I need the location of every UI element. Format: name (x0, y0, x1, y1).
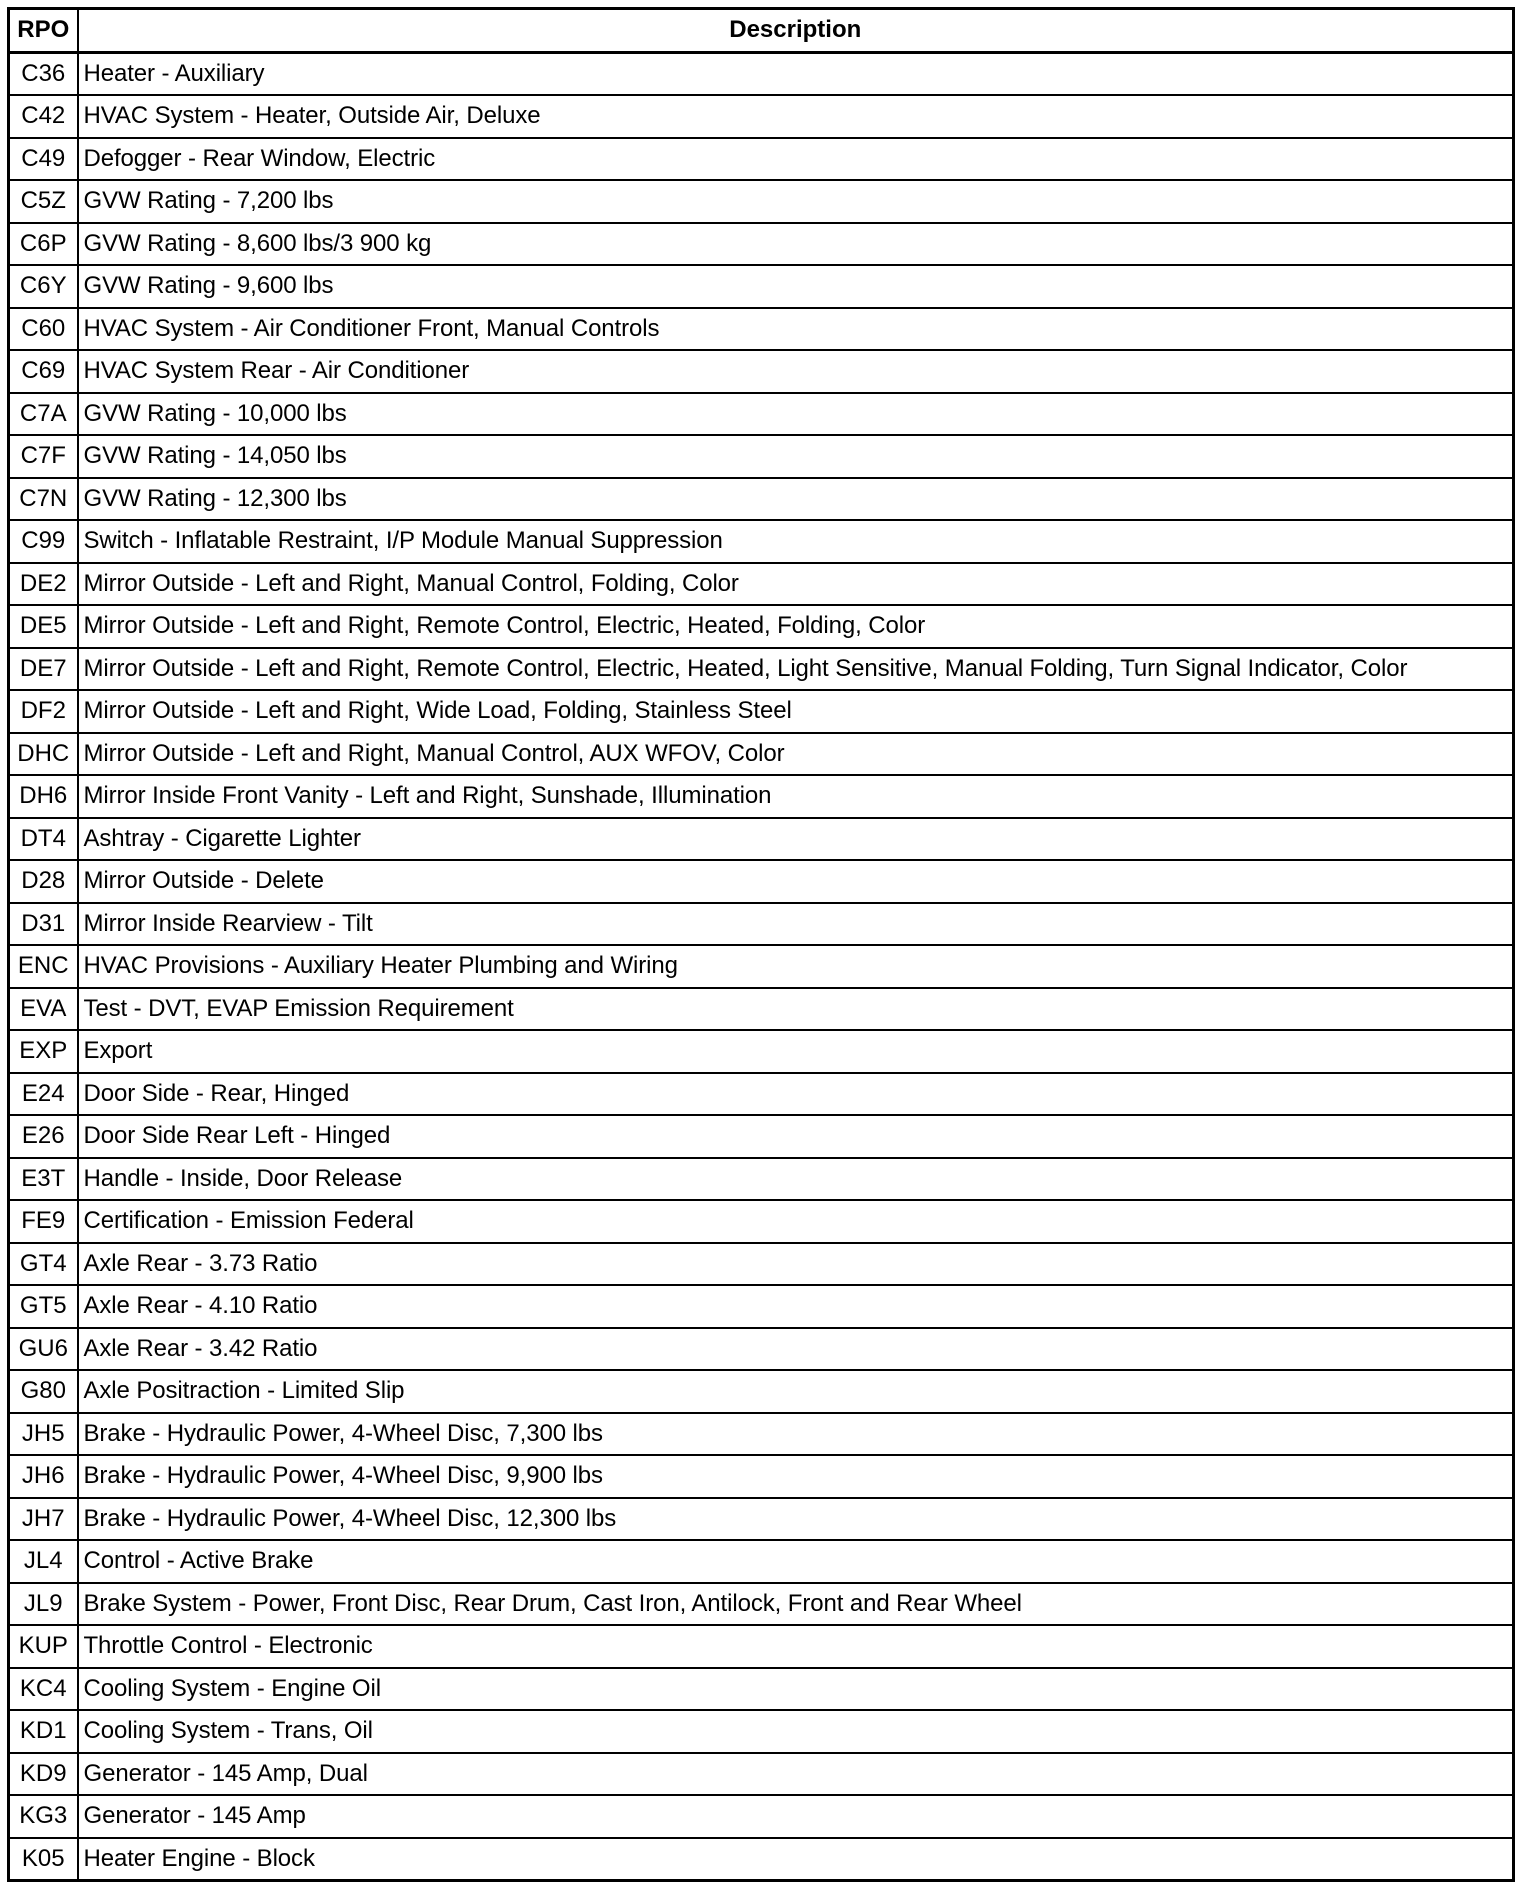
rpo-code-cell: JH6 (9, 1455, 78, 1498)
description-cell: GVW Rating - 8,600 lbs/3 900 kg (78, 223, 1514, 266)
table-row (9, 988, 1514, 1031)
description-cell: Axle Positraction - Limited Slip (78, 1370, 1514, 1413)
rpo-code-cell: ENC (9, 945, 78, 988)
table-row (9, 733, 1514, 776)
table-row (9, 605, 1514, 648)
rpo-code-cell: C99 (9, 520, 78, 563)
table-row (9, 180, 1514, 223)
rpo-code-cell: DT4 (9, 818, 78, 861)
table-row (9, 648, 1514, 691)
description-cell: Cooling System - Engine Oil (78, 1668, 1514, 1711)
description-cell: Brake System - Power, Front Disc, Rear Drum, Cast Iron, Antilock, Front and Rear Wheel (78, 1583, 1514, 1626)
rpo-code-cell: G80 (9, 1370, 78, 1413)
rpo-code-cell: C49 (9, 138, 78, 181)
table-row (9, 1328, 1514, 1371)
description-cell: Handle - Inside, Door Release (78, 1158, 1514, 1201)
description-cell: Mirror Outside - Left and Right, Manual Control, AUX WFOV, Color (78, 733, 1514, 776)
description-cell: Axle Rear - 3.73 Ratio (78, 1243, 1514, 1286)
table-row (9, 1200, 1514, 1243)
table-row (9, 1073, 1514, 1116)
rpo-code-cell: C7A (9, 393, 78, 436)
table-row (9, 1413, 1514, 1456)
rpo-code-cell: DHC (9, 733, 78, 776)
rpo-code-cell: GU6 (9, 1328, 78, 1371)
description-column-header: Description (78, 9, 1514, 53)
description-cell: Export (78, 1030, 1514, 1073)
table-row (9, 1030, 1514, 1073)
description-cell: Control - Active Brake (78, 1540, 1514, 1583)
rpo-code-cell: C7N (9, 478, 78, 521)
rpo-code-cell: DH6 (9, 775, 78, 818)
rpo-code-cell: C7F (9, 435, 78, 478)
description-cell: HVAC Provisions - Auxiliary Heater Plumbing and Wiring (78, 945, 1514, 988)
rpo-code-cell: C6Y (9, 265, 78, 308)
rpo-code-cell: JH5 (9, 1413, 78, 1456)
rpo-code-cell: E26 (9, 1115, 78, 1158)
rpo-code-cell: KG3 (9, 1795, 78, 1838)
description-cell: Generator - 145 Amp, Dual (78, 1753, 1514, 1796)
table-row (9, 1285, 1514, 1328)
description-cell: Brake - Hydraulic Power, 4-Wheel Disc, 9,900 lbs (78, 1455, 1514, 1498)
table-row (9, 1370, 1514, 1413)
table-row (9, 1753, 1514, 1796)
table-row (9, 520, 1514, 563)
description-cell: Mirror Inside Rearview - Tilt (78, 903, 1514, 946)
description-cell: Throttle Control - Electronic (78, 1625, 1514, 1668)
table-row (9, 1540, 1514, 1583)
description-cell: Ashtray - Cigarette Lighter (78, 818, 1514, 861)
description-cell: GVW Rating - 10,000 lbs (78, 393, 1514, 436)
table-header (9, 9, 1514, 53)
table-row (9, 308, 1514, 351)
table-row (9, 478, 1514, 521)
table-row (9, 1243, 1514, 1286)
document-page (7, 7, 1512, 1882)
description-cell: Switch - Inflatable Restraint, I/P Module Manual Suppression (78, 520, 1514, 563)
rpo-code-cell: GT4 (9, 1243, 78, 1286)
description-cell: Cooling System - Trans, Oil (78, 1710, 1514, 1753)
description-cell: Mirror Outside - Left and Right, Remote Control, Electric, Heated, Folding, Color (78, 605, 1514, 648)
table-row (9, 265, 1514, 308)
table-row (9, 945, 1514, 988)
table-row (9, 1583, 1514, 1626)
rpo-code-cell: GT5 (9, 1285, 78, 1328)
description-cell: GVW Rating - 7,200 lbs (78, 180, 1514, 223)
description-cell: Mirror Outside - Left and Right, Wide Load, Folding, Stainless Steel (78, 690, 1514, 733)
description-cell: GVW Rating - 14,050 lbs (78, 435, 1514, 478)
rpo-code-cell: JL9 (9, 1583, 78, 1626)
table-row (9, 1795, 1514, 1838)
table-row (9, 1710, 1514, 1753)
rpo-code-cell: C36 (9, 52, 78, 95)
table-row (9, 223, 1514, 266)
table-row (9, 903, 1514, 946)
rpo-code-cell: D28 (9, 860, 78, 903)
description-cell: Mirror Outside - Left and Right, Manual Control, Folding, Color (78, 563, 1514, 606)
rpo-code-cell: JL4 (9, 1540, 78, 1583)
table-row (9, 138, 1514, 181)
rpo-code-cell: C69 (9, 350, 78, 393)
table-row (9, 52, 1514, 95)
rpo-code-cell: E24 (9, 1073, 78, 1116)
rpo-code-cell: KD9 (9, 1753, 78, 1796)
rpo-code-cell: C6P (9, 223, 78, 266)
description-cell: HVAC System - Air Conditioner Front, Manual Controls (78, 308, 1514, 351)
table-row (9, 435, 1514, 478)
description-cell: GVW Rating - 9,600 lbs (78, 265, 1514, 308)
table-row (9, 563, 1514, 606)
table-row (9, 860, 1514, 903)
rpo-code-cell: C42 (9, 95, 78, 138)
description-cell: Heater - Auxiliary (78, 52, 1514, 95)
rpo-code-cell: C5Z (9, 180, 78, 223)
rpo-code-cell: DF2 (9, 690, 78, 733)
rpo-code-cell: D31 (9, 903, 78, 946)
table-row (9, 1115, 1514, 1158)
description-cell: Mirror Inside Front Vanity - Left and Right, Sunshade, Illumination (78, 775, 1514, 818)
table-row (9, 1455, 1514, 1498)
rpo-code-cell: E3T (9, 1158, 78, 1201)
rpo-code-cell: DE5 (9, 605, 78, 648)
table-row (9, 775, 1514, 818)
description-cell: Defogger - Rear Window, Electric (78, 138, 1514, 181)
rpo-table (7, 7, 1515, 1882)
rpo-code-cell: DE2 (9, 563, 78, 606)
description-cell: HVAC System - Heater, Outside Air, Deluxe (78, 95, 1514, 138)
description-cell: HVAC System Rear - Air Conditioner (78, 350, 1514, 393)
rpo-code-cell: KC4 (9, 1668, 78, 1711)
table-row (9, 1498, 1514, 1541)
description-cell: Test - DVT, EVAP Emission Requirement (78, 988, 1514, 1031)
table-row (9, 690, 1514, 733)
description-cell: Axle Rear - 3.42 Ratio (78, 1328, 1514, 1371)
rpo-column-header: RPO (9, 9, 78, 53)
table-row (9, 393, 1514, 436)
table-row (9, 95, 1514, 138)
rpo-code-cell: DE7 (9, 648, 78, 691)
description-cell: Axle Rear - 4.10 Ratio (78, 1285, 1514, 1328)
rpo-code-cell: KUP (9, 1625, 78, 1668)
description-cell: Brake - Hydraulic Power, 4-Wheel Disc, 12,300 lbs (78, 1498, 1514, 1541)
description-cell: Certification - Emission Federal (78, 1200, 1514, 1243)
rpo-code-cell: C60 (9, 308, 78, 351)
table-row (9, 1838, 1514, 1881)
table-row (9, 1158, 1514, 1201)
description-cell: Mirror Outside - Delete (78, 860, 1514, 903)
table-row (9, 818, 1514, 861)
description-cell: GVW Rating - 12,300 lbs (78, 478, 1514, 521)
description-cell: Door Side - Rear, Hinged (78, 1073, 1514, 1116)
description-cell: Brake - Hydraulic Power, 4-Wheel Disc, 7,300 lbs (78, 1413, 1514, 1456)
rpo-code-cell: JH7 (9, 1498, 78, 1541)
header-row (9, 9, 1514, 53)
description-cell: Mirror Outside - Left and Right, Remote Control, Electric, Heated, Light Sensitive, Manual Folding, Turn Signal Indicator, Color (78, 648, 1514, 691)
description-cell: Door Side Rear Left - Hinged (78, 1115, 1514, 1158)
table-body (9, 52, 1514, 1881)
rpo-code-cell: EXP (9, 1030, 78, 1073)
description-cell: Generator - 145 Amp (78, 1795, 1514, 1838)
table-row (9, 350, 1514, 393)
rpo-code-cell: KD1 (9, 1710, 78, 1753)
rpo-code-cell: EVA (9, 988, 78, 1031)
table-row (9, 1625, 1514, 1668)
rpo-code-cell: K05 (9, 1838, 78, 1881)
rpo-code-cell: FE9 (9, 1200, 78, 1243)
table-row (9, 1668, 1514, 1711)
description-cell: Heater Engine - Block (78, 1838, 1514, 1881)
